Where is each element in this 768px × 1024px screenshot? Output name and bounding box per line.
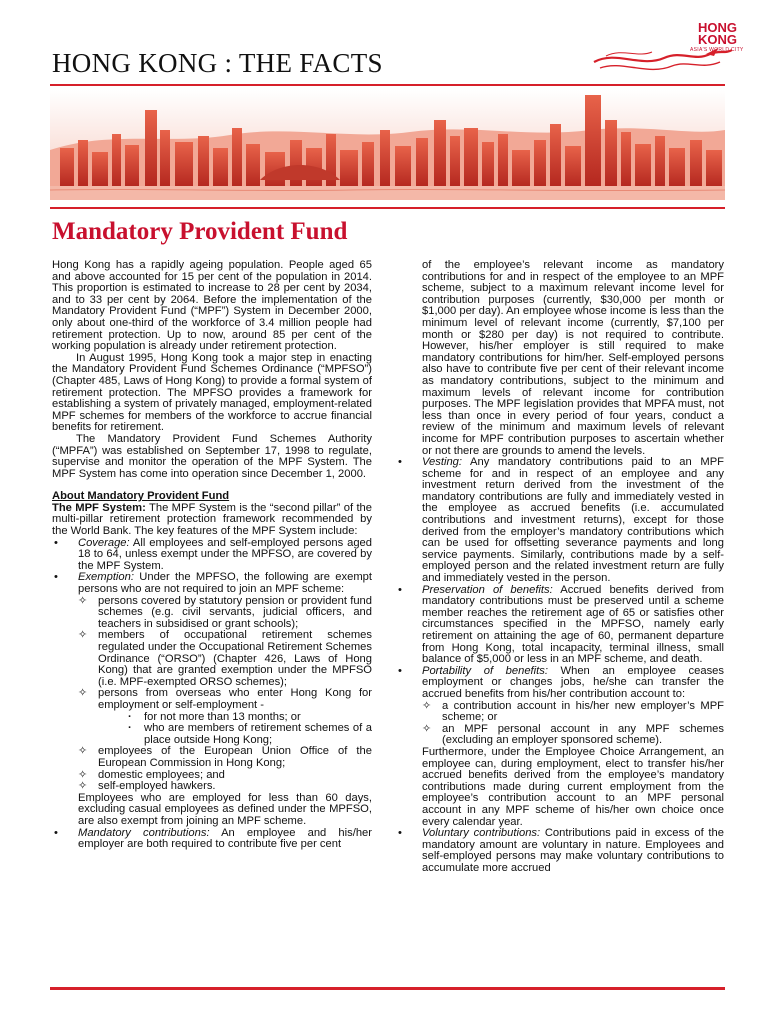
- mpf-system-paragraph: [52, 503, 372, 538]
- mpf-system-label: The MPF System:: [52, 501, 146, 514]
- list-item-exemption: [52, 572, 372, 827]
- list-item: ✧ self-employed hawkers.: [78, 781, 372, 793]
- list-item: ✧ an MPF personal account in any MPF schemes (excluding an employer sponsored scheme).: [422, 724, 724, 747]
- logo-tagline: ASIA'S WORLD CITY: [690, 47, 744, 53]
- left-column: [52, 260, 372, 851]
- list-item: · for not more than 13 months; or: [126, 712, 372, 724]
- exemption-text: Under the MPFSO, the following are exempt persons who are not required to join an MPF scheme:: [78, 571, 372, 596]
- employee-choice-note: Furthermore, under the Employee Choice Arrangement, an employee can, during employment, elect to transfer his/her accrued benefits derived from the employee’s mandatory contributions made during current employment from the employee’s contribution account to an MPF personal account in any MPF scheme of his/her own choice once every calendar year.: [422, 745, 724, 828]
- list-item: ✧ members of occupational retirement schemes regulated under the Occupational Retirement Schemes Ordinance (“ORSO”) (Chapter 426, Laws of Hong Kong) that are granted exemption under the MPFSO (i.e. MPF-exempted ORSO schemes);: [78, 630, 372, 688]
- hong-kong-skyline-image: [50, 90, 725, 200]
- mandatory-text: An employee and his/her employer are both required to contribute five per cent: [78, 826, 372, 851]
- list-item-voluntary: [396, 828, 724, 874]
- portability-text: When an employee ceases employment or changes jobs, he/she can transfer the accrued benefits from his/her contribution account to:: [422, 664, 724, 700]
- preservation-label: Preservation of benefits:: [422, 583, 553, 596]
- hong-kong-brand-logo: [586, 10, 744, 80]
- list-item-vesting: [396, 457, 724, 585]
- list-item-coverage: [52, 538, 372, 573]
- list-item: ✧ a contribution account in his/her new employer’s MPF scheme; or: [422, 701, 724, 724]
- section-rule: [50, 207, 725, 209]
- portability-label: Portability of benefits:: [422, 664, 548, 677]
- preservation-text: Accrued benefits derived from mandatory contributions must be preserved until a scheme member reaches the retirement age of 65 or satisfies other circumstances specified in the MPFSO, namely early retirement on attaining the age of 60, permanent departure from Hong Kong, total incapacity, terminal illness, small balance of $5,000 or less in an MPF scheme, and death.: [422, 583, 724, 666]
- mpfa-paragraph: The Mandatory Provident Fund Schemes Authority (“MPFA”) was established on September 17, 1998 to regulate, supervise and monitor the operation of the MPF System. The MPF System has come into operation since December 1, 2000.: [52, 432, 372, 480]
- voluntary-text: Contributions paid in excess of the mandatory amount are voluntary in nature. Employees and self-employed persons may make voluntary contributions to accumulate more accrued: [422, 827, 724, 874]
- list-item-mandatory-continued: [396, 260, 724, 457]
- mpfso-paragraph: In August 1995, Hong Kong took a major step in enacting the Mandatory Provident Fund Schemes Ordinance (“MPFSO”) (Chapter 485, Laws of Hong Kong) to provide a formal system of retirement protection. The MPFSO provides a framework for establishing a system of privately managed, employment-related MPF schemes for members of the workforce to accrue financial benefits for retirement.: [52, 351, 372, 434]
- transfer-options-list: [422, 701, 724, 747]
- mpf-system-text: The MPF System is the “second pillar” of the multi-pillar retirement protection framework recommended by the World Bank. The key features of the MPF System include:: [52, 501, 373, 538]
- list-item: [78, 688, 372, 746]
- logo-line-kong: KONG: [698, 32, 737, 47]
- list-item: ✧ employees of the European Union Office of the European Commission in Hong Kong;: [78, 746, 372, 769]
- list-item: ✧ persons covered by statutory pension or provident fund schemes (e.g. civil servants, judicial officers, and teachers in subsidised or grant schools);: [78, 596, 372, 631]
- logo-wordmark: [698, 22, 737, 46]
- list-item-text: persons from overseas who enter Hong Kong for employment or self-employment -: [98, 687, 372, 711]
- list-item-mandatory-contributions: [52, 828, 372, 851]
- right-column: [396, 260, 724, 874]
- header-rule: [50, 84, 725, 86]
- key-features-list: [52, 538, 372, 851]
- mandatory-label: Mandatory contributions:: [78, 826, 210, 839]
- publication-title: HONG KONG : THE FACTS: [52, 48, 383, 78]
- logo-line-hong: HONG: [698, 20, 737, 35]
- vesting-text: Any mandatory contributions paid to an MPF scheme for and in respect of an employee and any investment return derived from the investment of the mandatory contributions are fully and immediately vested in the employee as accrued benefits (i.e. accumulated contributions and investment returns), except for those derived from the employer’s mandatory contributions which can be used for offsetting severance payments and long service payments. Similarly, contributions made by a self-employed person and the related investment return are fully and immediately vested in the person.: [422, 456, 724, 585]
- coverage-label: Coverage:: [78, 536, 130, 549]
- list-item-preservation: [396, 585, 724, 666]
- voluntary-label: Voluntary contributions:: [422, 827, 541, 840]
- exemption-note: Employees who are employed for less than 60 days, excluding casual employees as defined under the MPFSO, are also exempt from joining an MPF scheme.: [78, 791, 372, 827]
- exempt-persons-list: [78, 596, 372, 793]
- list-item: ✧ domestic employees; and: [78, 770, 372, 782]
- footer-rule: [50, 987, 725, 990]
- coverage-text: All employees and self-employed persons aged 18 to 64, unless exempt under the MPFSO, are covered by the MPF System.: [78, 536, 372, 572]
- key-features-list-continued: [396, 260, 724, 874]
- list-item-portability: [396, 666, 724, 828]
- exemption-label: Exemption:: [78, 571, 134, 584]
- section-title: Mandatory Provident Fund: [52, 218, 348, 245]
- list-item: · who are members of retirement schemes of a place outside Hong Kong;: [126, 723, 372, 746]
- intro-paragraph: Hong Kong has a rapidly ageing population. People aged 65 and above accounted for 15 per cent of the population in 2014. This proportion is estimated to increase to 28 per cent by 2034, and to 33 per cent by 2064. Before the implementation of the Mandatory Provident Fund (“MPF”) System in December 2000, only about one-third of the workforce of 3.4 million people had retirement protection. Up to now, around 85 per cent of the working population is already under retirement protection.: [52, 259, 372, 353]
- vesting-label: Vesting:: [422, 456, 463, 469]
- mandatory-continued-text: of the employee’s relevant income as mandatory contributions for and in respect of the employee to an MPF scheme, subject to a maximum relevant income level for contribution purposes (currently, $30,000 per month or $1,000 per day). An employee whose income is less than the minimum level of relevant income (currently, $7,100 per month or $280 per day) is not required to contribute. However, his/her employer is still required to make mandatory contributions for him/her. Self-employed persons also have to contribute five per cent of their relevant income as mandatory contributions, subject to the minimum and maximum levels of relevant income for contribution purposes. The MPF legislation provides that MPFA must, not less than once in every period of four years, conduct a review of the minimum and maximum levels of relevant income for MPF contribution purposes to ascertain whether or not there are grounds to amend the levels.: [422, 259, 724, 457]
- subheading-about-mpf: About Mandatory Provident Fund: [52, 490, 230, 503]
- overseas-sublist: [98, 712, 372, 747]
